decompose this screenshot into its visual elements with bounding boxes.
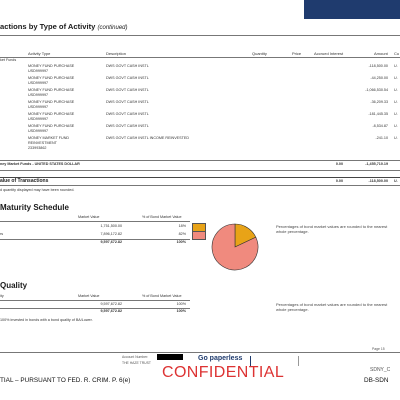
description: DWS GOVT CASH INSTL: [106, 100, 149, 104]
redaction-bar: [157, 354, 183, 360]
currency: U.: [394, 100, 398, 104]
col-activity-type: Activity Type: [28, 51, 51, 56]
activity-type: MONEY FUND PURCHASE: [28, 112, 75, 116]
col-description: Description: [106, 51, 127, 56]
amount: -36,209.33: [370, 100, 388, 104]
maturity-title: Maturity Schedule: [0, 203, 69, 212]
divider: [0, 170, 400, 171]
legend-swatch: [192, 231, 206, 240]
quality-col-label: ity: [0, 294, 4, 298]
table-row: [0, 88, 400, 98]
activity-code: REINVESTMENT: [28, 141, 57, 145]
activity-ref: 233993862: [28, 146, 47, 150]
rounding-note: d quantity displayed may have been rounded.: [0, 188, 75, 192]
maturity-pct: 18%: [178, 224, 186, 228]
quality-mv: 9,597,672.82: [100, 302, 122, 306]
divider: [0, 300, 190, 301]
currency: U.: [394, 124, 398, 128]
quality-note: Percentages of bond market values are rounded to the nearest whole percentage.: [276, 302, 388, 312]
amount: -1,066,530.54: [365, 88, 388, 92]
go-paperless-logo: Go paperless: [198, 355, 243, 362]
divider: [0, 177, 400, 178]
quality-total-mv: 9,597,672.82: [100, 309, 122, 313]
bates-number: DB-SDN: [364, 377, 389, 384]
maturity-mv: 7,896,172.82: [100, 232, 122, 236]
table-row: [0, 76, 400, 86]
divider: [0, 221, 190, 222]
table-row: [0, 100, 400, 110]
currency: U.: [394, 76, 398, 80]
header-banner: [304, 0, 400, 19]
confidential-legend: TIAL – PURSUANT TO FED. R. CRIM. P. 6(e): [0, 377, 131, 384]
activity-type: MONEY FUND PURCHASE: [28, 64, 75, 68]
table-row: [0, 64, 400, 74]
divider: [0, 352, 400, 353]
quality-title: Quality: [0, 281, 28, 290]
amount: -241.10: [375, 136, 388, 140]
activity-code: USD999997: [28, 81, 49, 85]
subtotal-amount: -1,455,710.19: [365, 162, 388, 166]
quality-col-mv: Market Value: [78, 294, 100, 298]
maturity-note: Percentages of bond market values are rounded to the nearest whole percentage.: [276, 224, 388, 234]
quality-col-pct: % of Bond Market Value: [142, 294, 182, 298]
col-accrued-interest: Accrued Interest: [314, 51, 344, 56]
col-currency: Cu: [394, 51, 400, 56]
currency: U.: [394, 136, 398, 140]
page-title: [0, 22, 128, 31]
currency: U.: [394, 88, 398, 92]
col-amount: Amount: [374, 51, 388, 56]
section-label: ket Funds: [0, 58, 17, 62]
divider: [0, 35, 400, 36]
page-number: Page 15: [372, 347, 385, 351]
quality-footnote: 100% invested in bonds with a bond quality of BA/Lower.: [0, 318, 93, 322]
description: DWS GOVT CASH INSTL INCOME REINVESTED: [106, 136, 189, 140]
amount: -8,534.87: [372, 124, 388, 128]
col-price: Price: [292, 51, 302, 56]
activity-type: MONEY FUND PURCHASE: [28, 88, 75, 92]
maturity-total-pct: 100%: [176, 240, 186, 244]
subtotal-accrued: 0.00: [335, 162, 343, 166]
description: DWS GOVT CASH INSTL: [106, 88, 149, 92]
currency: U.: [394, 112, 398, 116]
table-row: [0, 136, 400, 150]
title-text: actions by Type of Activity: [0, 22, 96, 31]
total-label: alue of Transactions: [0, 178, 49, 184]
account-label: Account Number:: [122, 355, 149, 359]
quality-total-pct: 100%: [176, 309, 186, 313]
activity-code: USD999997: [28, 117, 49, 121]
maturity-pct: 82%: [178, 232, 186, 236]
quality-pct: 100%: [176, 302, 186, 306]
bates-code: SDNY_C: [370, 367, 391, 373]
total-amount: -118,500.00: [368, 179, 388, 183]
amount: -44,250.00: [370, 76, 388, 80]
maturity-col-mv: Market Value: [78, 215, 100, 219]
amount: -181,445.35: [368, 112, 388, 116]
account-name: THE HAZE TRUST: [122, 361, 151, 365]
table-row: [0, 124, 400, 134]
description: DWS GOVT CASH INSTL: [106, 64, 149, 68]
description: DWS GOVT CASH INSTL: [106, 76, 149, 80]
activity-type: MONEY FUND PURCHASE: [28, 124, 75, 128]
maturity-label: rs: [0, 232, 4, 236]
maturity-total-mv: 9,597,672.82: [100, 240, 122, 244]
maturity-col-pct: % of Bond Market Value: [142, 215, 182, 219]
activity-type: MONEY MARKET FUND: [28, 136, 70, 140]
subtotal-label: ney Market Funds - UNITED STATES DOLLAR: [0, 162, 80, 166]
amount: -118,500.00: [368, 64, 388, 68]
confidential-stamp: CONFIDENTIAL: [162, 364, 285, 381]
maturity-pie-chart: [210, 222, 260, 272]
divider: [0, 160, 400, 161]
col-quantity: Quantity: [252, 51, 267, 56]
activity-type: MONEY FUND PURCHASE: [28, 76, 75, 80]
footer-disclosure: [298, 356, 359, 366]
activity-code: USD999997: [28, 93, 49, 97]
description: DWS GOVT CASH INSTL: [106, 124, 149, 128]
description: DWS GOVT CASH INSTL: [106, 112, 149, 116]
maturity-mv: 1,751,500.00: [100, 224, 122, 228]
currency: U.: [394, 64, 398, 68]
activity-code: USD999997: [28, 69, 49, 73]
activity-code: USD999997: [28, 129, 49, 133]
title-suffix: (continued): [97, 25, 128, 31]
table-row: [0, 112, 400, 122]
activity-code: USD999997: [28, 105, 49, 109]
total-currency: U.: [394, 179, 398, 183]
divider: [0, 185, 400, 186]
activity-type: MONEY FUND PURCHASE: [28, 100, 75, 104]
total-accrued: 0.00: [335, 179, 343, 183]
divider: [0, 57, 400, 58]
